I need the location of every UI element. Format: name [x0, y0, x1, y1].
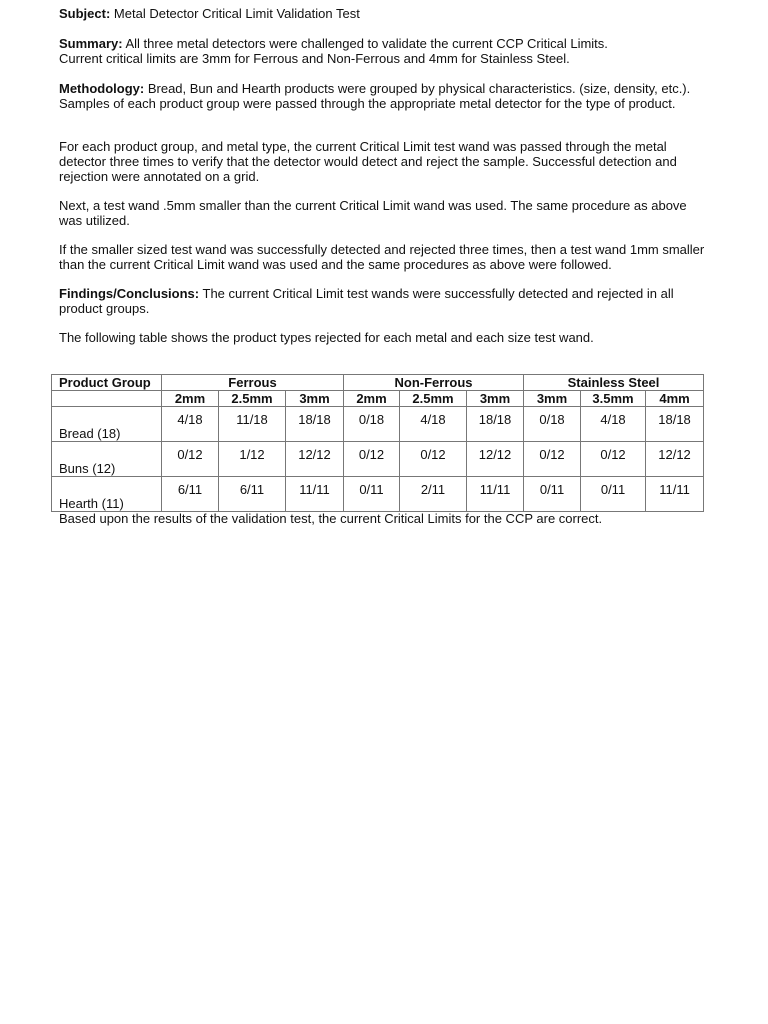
- conclusion-text: Based upon the results of the validation test, the current Critical Limits for the CCP are correct.: [59, 511, 603, 526]
- metal-header-ferrous: Ferrous: [162, 375, 344, 391]
- methodology-label: Methodology:: [59, 81, 145, 96]
- subject-line: [59, 6, 709, 21]
- size-header: 4mm: [646, 391, 704, 407]
- size-header: 3mm: [524, 391, 581, 407]
- metal-header-stainless-steel: Stainless Steel: [524, 375, 704, 391]
- result-cell: 12/12: [467, 442, 524, 477]
- result-cell: 6/11: [162, 477, 219, 512]
- table-row: [52, 442, 704, 477]
- table-row: [52, 407, 704, 442]
- result-cell: 11/18: [219, 407, 286, 442]
- product-group-header: Product Group: [52, 375, 162, 391]
- summary-line-1: All three metal detectors were challenged to validate the current CCP Critical Limits.: [125, 36, 608, 51]
- size-header: 3.5mm: [581, 391, 646, 407]
- size-header: 3mm: [467, 391, 524, 407]
- size-header-row: [52, 391, 704, 407]
- result-cell: 0/12: [581, 442, 646, 477]
- table-row: [52, 477, 704, 512]
- result-cell: 18/18: [286, 407, 344, 442]
- size-header: 2.5mm: [219, 391, 286, 407]
- methodology-text: Bread, Bun and Hearth products were grouped by physical characteristics. (size, density, etc.). Samples of each product group were passed through the appropriate metal detector for the type of product.: [59, 81, 691, 111]
- result-cell: 4/18: [400, 407, 467, 442]
- procedure-paragraph-3: If the smaller sized test wand was successfully detected and rejected three times, then a test wand 1mm smaller than the current Critical Limit wand was used and the same procedures as above were followed.: [59, 242, 705, 272]
- result-cell: 0/18: [344, 407, 400, 442]
- result-cell: 18/18: [467, 407, 524, 442]
- result-cell: 0/12: [400, 442, 467, 477]
- findings-paragraph: [59, 286, 709, 316]
- procedure-paragraph-2: Next, a test wand .5mm smaller than the current Critical Limit wand was used. The same procedure as above was utilized.: [59, 198, 687, 228]
- result-cell: 4/18: [581, 407, 646, 442]
- summary-label: Summary:: [59, 36, 123, 51]
- result-cell: 0/11: [524, 477, 581, 512]
- result-cell: 0/12: [162, 442, 219, 477]
- result-cell: 2/11: [400, 477, 467, 512]
- result-cell: 0/12: [344, 442, 400, 477]
- product-group-cell: Buns (12): [52, 442, 162, 477]
- result-cell: 4/18: [162, 407, 219, 442]
- size-header-blank: [52, 391, 162, 407]
- result-cell: 18/18: [646, 407, 704, 442]
- result-cell: 0/11: [344, 477, 400, 512]
- product-group-cell: Hearth (11): [52, 477, 162, 512]
- product-group-cell: Bread (18): [52, 407, 162, 442]
- result-cell: 1/12: [219, 442, 286, 477]
- size-header: 2.5mm: [400, 391, 467, 407]
- size-header: 2mm: [344, 391, 400, 407]
- result-cell: 0/12: [524, 442, 581, 477]
- procedure-paragraph-1: For each product group, and metal type, the current Critical Limit test wand was passed through the metal detector three times to verify that the detector would detect and reject the sample. Successful detection and rejection were annotated on a grid.: [59, 139, 677, 184]
- methodology-paragraph: [59, 81, 709, 111]
- result-cell: 12/12: [286, 442, 344, 477]
- findings-text: The current Critical Limit test wands were successfully detected and rejected in all product groups.: [59, 286, 674, 316]
- result-cell: 11/11: [467, 477, 524, 512]
- size-header: 2mm: [162, 391, 219, 407]
- subject-text: Metal Detector Critical Limit Validation Test: [113, 6, 360, 21]
- result-cell: 0/18: [524, 407, 581, 442]
- metal-header-row: [52, 375, 704, 391]
- size-header: 3mm: [286, 391, 344, 407]
- result-cell: 11/11: [286, 477, 344, 512]
- results-table: [51, 374, 704, 512]
- result-cell: 6/11: [219, 477, 286, 512]
- subject-label: Subject:: [59, 6, 111, 21]
- summary-paragraph: [59, 36, 709, 66]
- result-cell: 12/12: [646, 442, 704, 477]
- result-cell: 0/11: [581, 477, 646, 512]
- result-cell: 11/11: [646, 477, 704, 512]
- findings-label: Findings/Conclusions:: [59, 286, 200, 301]
- summary-line-2: Current critical limits are 3mm for Ferrous and Non-Ferrous and 4mm for Stainless Steel.: [59, 51, 570, 66]
- metal-header-non-ferrous: Non-Ferrous: [344, 375, 524, 391]
- table-intro: The following table shows the product types rejected for each metal and each size test wand.: [59, 330, 594, 345]
